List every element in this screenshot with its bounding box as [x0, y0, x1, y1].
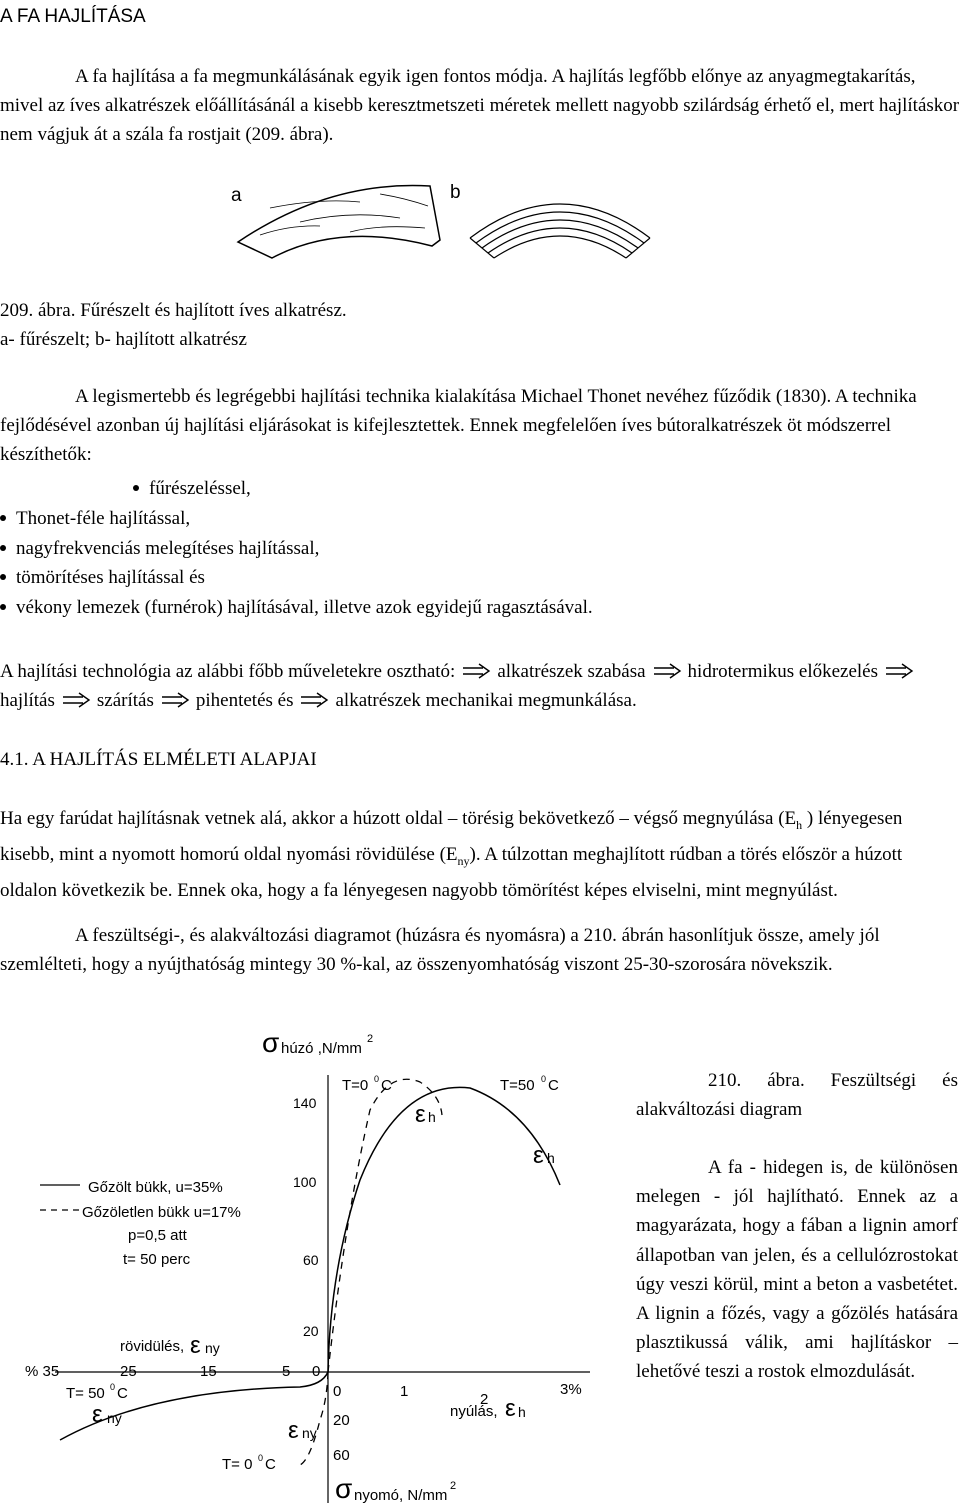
- figure-209-label-b: b: [450, 182, 461, 203]
- epsilon-h-sub: h: [518, 1404, 526, 1420]
- epsilon-ny-symbol: ε: [288, 1417, 299, 1444]
- temp-unit: C: [117, 1385, 128, 1402]
- list-item: tömörítéses hajlítással és: [0, 563, 205, 592]
- temp-sup: 0: [541, 1074, 547, 1084]
- implies-arrow-icon: [652, 663, 682, 679]
- thonet-paragraph: A legismertebb és legrégebbi hajlítási technika kialakítása Michael Thonet nevéhez fűződik (1830). A technika fejlődésével azonban új hajlítási eljárásokat is kifejlesztettek. Ennek megfelelően íves bútoralkatrészek öt módszerrel készíthetők:: [0, 386, 917, 465]
- legend-dashed-label: Gőzöletlen bükk u=17%: [82, 1204, 241, 1221]
- process-paragraph: A hajlítási technológia az alábbi főbb műveletekre osztható: alkatrészek szabása hidrotermikus előkezeléshajlítás szárítás pihentetés és alkatrészek mechanikai megmunkálása.: [0, 657, 960, 715]
- x-tick-label: 0: [333, 1383, 342, 1400]
- y-tick-label: 60: [333, 1447, 350, 1464]
- x-tick-label: 2: [480, 1391, 489, 1408]
- epsilon-h-sub: h: [547, 1150, 555, 1166]
- section-title: 4.1. A HAJLÍTÁS ELMÉLETI ALAPJAI: [0, 749, 317, 770]
- sigma-compression-sup: 2: [450, 1480, 457, 1492]
- epsilon-ny-symbol: ε: [190, 1332, 201, 1359]
- elongation-label: nyúlás,: [450, 1403, 498, 1420]
- list-item: nagyfrekvenciás melegítéses hajlítással,: [0, 534, 319, 563]
- temp-label-t50-compression: T= 50: [66, 1385, 105, 1402]
- y-tick-label: 20: [303, 1323, 319, 1339]
- bent-arc-piece: [470, 204, 650, 258]
- legend-pressure: p=0,5 att: [128, 1227, 187, 1244]
- sigma-compression-symbol: σ: [335, 1473, 353, 1503]
- intro-paragraph: A fa hajlítása a fa megmunkálásának egyik igen fontos módja. A hajlítás legfőbb előnye az anyagmegtakarítás, mivel az íves alkatrészek előállításánál a kisebb keresztmetszeti méretek mellett nagyobb szilárdság érhető el, mert hajlításkor nem vágjuk át a szála fa rostjait (209. ábra).: [0, 66, 960, 145]
- implies-arrow-icon: [884, 663, 914, 679]
- y-tick-label: 20: [333, 1412, 350, 1429]
- sigma-tension-symbol: σ: [262, 1027, 280, 1058]
- percent-3-label: 3%: [560, 1381, 582, 1398]
- page-title: A FA HAJLÍTÁSA: [0, 6, 146, 27]
- figure-209-caption: 209. ábra. Fűrészelt és hajlított íves alkatrész.: [0, 300, 347, 321]
- epsilon-h-symbol: ε: [533, 1142, 544, 1169]
- tension-curve-steamed: [328, 1087, 560, 1372]
- epsilon-h-symbol: ε: [415, 1101, 426, 1128]
- x-tick-label: 25: [120, 1363, 137, 1380]
- legend-solid-label: Gőzölt bükk, u=35%: [88, 1179, 223, 1196]
- x-tick-label: 1: [400, 1383, 409, 1400]
- temp-unit: C: [548, 1077, 559, 1094]
- temp-unit: C: [265, 1456, 276, 1473]
- sigma-compression-unit: nyomó, N/mm: [354, 1487, 448, 1503]
- x-tick-label: 5: [282, 1363, 291, 1380]
- figure-209-legend: a- fűrészelt; b- hajlított alkatrész: [0, 329, 247, 350]
- list-item: Thonet-féle hajlítással,: [0, 504, 190, 533]
- side-paragraph: A fa - hidegen is, de különösen melegen - jól hajlítható. Ennek az a magyarázata, hogy a fában a lignin amorf állapotban van jelen, és a cellulózrostokat úgy veszi körül, mint a beton a vasbetétet. A lignin a főzés, vagy a gőzölés hatására plasztikussá válik, ami hajlításkor – lehetővé teszi a rostok elmozdulását.: [636, 1157, 958, 1383]
- temp-unit: C: [381, 1077, 392, 1094]
- temp-sup: 0: [110, 1382, 116, 1392]
- temp-sup: 0: [258, 1453, 264, 1463]
- figure-209-drawing: [230, 180, 660, 280]
- epsilon-h-sub: h: [428, 1109, 436, 1125]
- implies-arrow-icon: [160, 692, 190, 708]
- figure-209-label-a: a: [231, 185, 242, 206]
- sawn-arc-piece: [238, 185, 440, 258]
- percent-35-label: % 35: [25, 1363, 60, 1380]
- implies-arrow-icon: [461, 663, 491, 679]
- epsilon-h-symbol: ε: [505, 1395, 516, 1422]
- y-tick-label: 100: [293, 1174, 317, 1190]
- theory-paragraph-2: A feszültségi-, és alakváltozási diagramot (húzásra és nyomásra) a 210. ábrán hasonlítjuk össze, amely jól szemlélteti, hogy a nyújthatóság mintegy 30 %-kal, az összenyomhatóság viszont 25-30-szorosára növekszik.: [0, 925, 880, 975]
- list-item: vékony lemezek (furnérok) hajlításával, illetve azok egyidejű ragasztásával.: [0, 593, 593, 622]
- y-tick-label: 60: [303, 1252, 319, 1268]
- implies-arrow-icon: [61, 692, 91, 708]
- legend-time: t= 50 perc: [123, 1251, 191, 1268]
- epsilon-ny-symbol: ε: [92, 1401, 103, 1428]
- x-tick-label: 15: [200, 1363, 217, 1380]
- implies-arrow-icon: [299, 692, 329, 708]
- y-tick-label: 140: [293, 1095, 317, 1111]
- temp-label-t0: T=0: [342, 1077, 369, 1094]
- epsilon-ny-sub: ny: [107, 1410, 122, 1426]
- temp-label-t50: T=50: [500, 1077, 535, 1094]
- sigma-tension-sup: 2: [367, 1033, 374, 1045]
- temp-sup: 0: [374, 1074, 380, 1084]
- epsilon-ny-sub: ny: [302, 1425, 317, 1441]
- x-tick-label: 0: [312, 1363, 321, 1380]
- list-item: fűrészeléssel,: [133, 474, 251, 503]
- theory-paragraph-1: Ha egy farúdat hajlításnak vetnek alá, akkor a húzott oldal – törésig bekövetkező – végső megnyúlása ($E_h$ ) lényegesen kisebb, mint a nyomott homorú oldal nyomási rövidülése $(E_{ny})$. A túlzottan meghajlított rúdban a törés először a húzott oldalon következik be. Ennek oka, hogy a fa lényegesen nagyobb tömörítést képes elviselni, mint megnyúlást.: [0, 808, 903, 901]
- sigma-tension-unit: húzó ,N/mm: [281, 1040, 362, 1057]
- figure-210-caption: 210. ábra. Feszültségi és alakváltozási diagram: [636, 1070, 958, 1121]
- figure-210-diagram: [0, 1020, 630, 1503]
- shortening-label: rövidülés,: [120, 1338, 185, 1355]
- epsilon-ny-sub: ny: [205, 1340, 220, 1356]
- temp-label-t0-compression: T= 0: [222, 1456, 253, 1473]
